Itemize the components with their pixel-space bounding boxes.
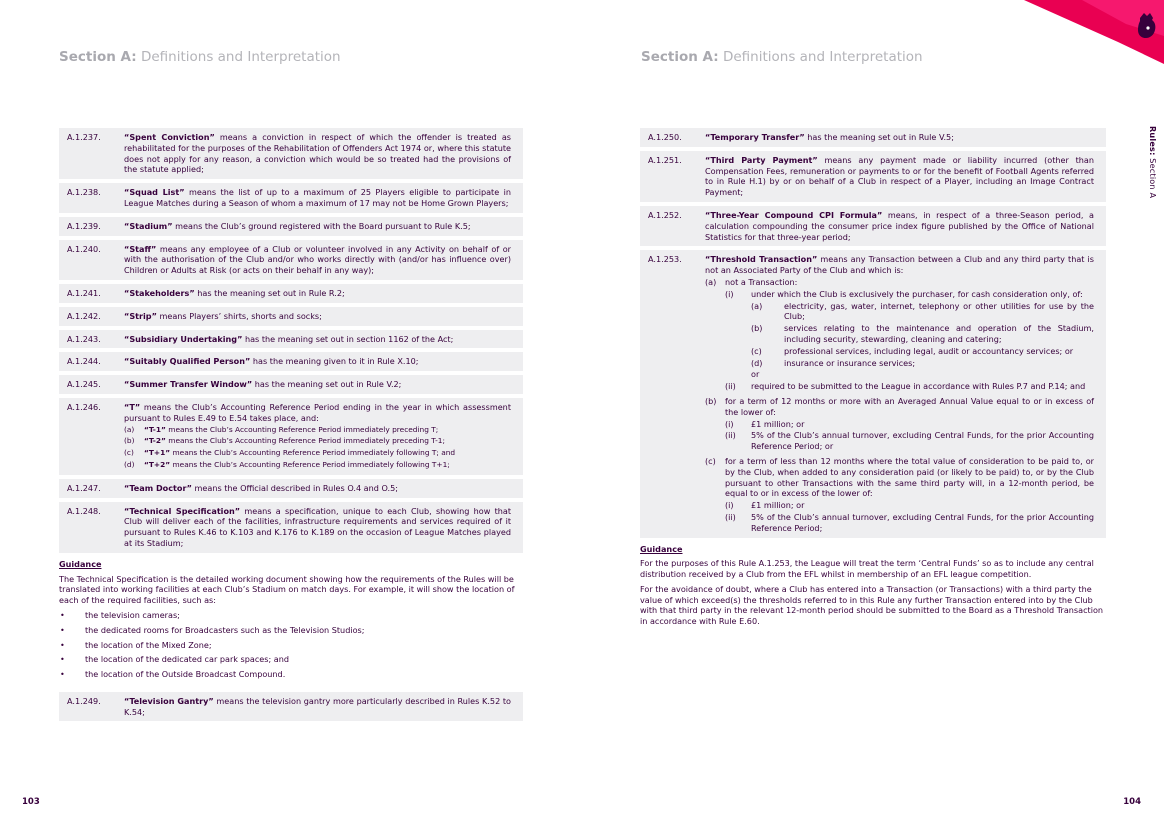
sub-text-body: means the Club’s Accounting Reference Period immediately following T; and <box>170 448 456 458</box>
sub-label: (i) <box>725 500 734 511</box>
section-header-bold: Section A: <box>641 49 719 65</box>
page-number-right: 104 <box>1123 797 1141 807</box>
rule-number: A.1.239. <box>67 220 101 231</box>
rule-entry <box>59 217 523 236</box>
corner-brand-graphic <box>1022 0 1164 64</box>
sub-item <box>705 512 1094 534</box>
rule-number: A.1.252. <box>648 209 682 220</box>
guidance-title: Guidance <box>59 558 102 569</box>
rule-entry <box>59 352 523 371</box>
rule-entry <box>59 240 523 280</box>
side-label <box>1148 126 1158 198</box>
rule-number: A.1.253. <box>648 254 682 265</box>
rule-body <box>124 379 511 390</box>
sub-item <box>124 460 511 471</box>
sub-text-body: £1 million; or <box>751 418 805 429</box>
side-label-bold: Rules: <box>1148 126 1158 156</box>
sub-label: (c) <box>705 455 716 466</box>
sub-label: (c) <box>124 448 134 458</box>
rule-body <box>705 132 1094 143</box>
rule-number: A.1.237. <box>67 132 101 142</box>
sub-item <box>705 323 1094 345</box>
rule-term: “Summer Transfer Window” <box>124 379 253 390</box>
sub-text-body: means the Club’s Accounting Reference Period immediately preceding T; <box>165 424 439 434</box>
rule-body <box>124 356 511 367</box>
rule-term: “Suitably Qualified Person” <box>124 356 251 367</box>
sub-label: (d) <box>751 357 763 368</box>
rule-body <box>124 696 511 718</box>
left-content <box>59 128 523 725</box>
rule-entry <box>640 151 1106 202</box>
rule-term: “Staff” <box>124 243 157 254</box>
sub-label: (b) <box>751 323 763 334</box>
rule-body <box>124 221 511 232</box>
sub-text <box>751 430 1094 452</box>
rule-text: means the Club’s Accounting Reference Period ending in the year in which assessment pursuant to Rules E.49 to E.54 takes place, and: <box>124 401 511 423</box>
sub-item-a-ii <box>705 381 1094 392</box>
left-guidance <box>59 559 523 680</box>
sub-text: not a Transaction: <box>725 276 798 287</box>
sub-item-c <box>705 456 1094 499</box>
rule-body <box>124 244 511 276</box>
sub-item <box>705 346 1094 357</box>
rule-text: means Players’ shirts, shorts and socks; <box>156 310 322 321</box>
rule-number: A.1.251. <box>648 154 682 165</box>
sub-text-body: 5% of the Club’s annual turnover, excluding Central Funds, for the prior Accounting Reference Period; or <box>751 430 1094 452</box>
sub-text <box>751 512 1094 534</box>
section-header <box>59 49 341 65</box>
sub-text-body: electricity, gas, water, internet, telephony or other utilities for use by the Club; <box>784 300 1094 322</box>
sub-term: “T-1” <box>144 424 166 434</box>
rule-entry <box>59 330 523 349</box>
rule-body <box>124 132 511 175</box>
rule-entry <box>59 375 523 394</box>
sub-item <box>705 430 1094 452</box>
rule-text: means the Club’s ground registered with the Board pursuant to Rule K.5; <box>172 220 471 231</box>
rule-number: A.1.249. <box>67 695 101 706</box>
sub-text: for a term of less than 12 months where the total value of consideration to be paid to, or by the Club, when added to any consideration paid (or likely to be paid) to, or by the Club pursuant to other Transactions with the same third party will, in a 12-month period, be equal to or in excess of the lower of: <box>725 455 1094 499</box>
sub-text <box>144 425 511 436</box>
rule-text: means any Transaction between a Club and any third party that is not an Associated Party of the Club and which is: <box>705 254 1094 276</box>
rule-body <box>124 506 511 549</box>
rule-body <box>124 288 511 299</box>
sub-text-body: means the Club’s Accounting Reference Period immediately following T+1; <box>170 459 450 469</box>
rule-term: “Stadium” <box>124 220 173 231</box>
sub-text <box>144 436 511 447</box>
rule-term: “Three-Year Compound CPI Formula” <box>705 209 883 220</box>
sub-item <box>705 419 1094 430</box>
sub-text: for a term of 12 months or more with an Averaged Annual Value equal to or in excess of the lower of: <box>725 395 1094 417</box>
guidance-bullet-list <box>59 610 523 680</box>
rule-text: means a specification, unique to each Club, showing how that Club will deliver each of the facilities, infrastructure requirements and services required of it pursuant to Rules K.46 to K.103 and K.176 to K.189 on the occasion of League Matches played at its Stadium; <box>124 505 512 548</box>
rule-number: A.1.240. <box>67 243 101 254</box>
rule-entry <box>640 128 1106 147</box>
sub-text <box>751 419 1094 430</box>
sub-label: (b) <box>124 436 135 446</box>
sub-text <box>784 323 1094 345</box>
guidance-bullet: • the location of the dedicated car park spaces; and <box>59 654 523 665</box>
page-number-left: 103 <box>22 797 40 807</box>
sub-text-body: £1 million; or <box>751 500 805 511</box>
guidance-title: Guidance <box>640 543 683 554</box>
rule-text: means the Official described in Rules O.4 and O.5; <box>191 482 398 493</box>
rule-body <box>124 311 511 322</box>
sub-item <box>124 448 511 459</box>
sub-text-body: insurance or insurance services; <box>784 357 916 368</box>
sub-text <box>784 346 1094 357</box>
sub-text <box>144 460 511 471</box>
rule-entry <box>640 206 1106 246</box>
sub-text-body: means the Club’s Accounting Reference Period immediately preceding T-1; <box>165 436 445 446</box>
rule-a1249 <box>59 692 523 722</box>
rule-text: has the meaning set out in Rule R.2; <box>194 287 345 298</box>
rule-term: “Team Doctor” <box>124 482 192 493</box>
sub-text <box>144 448 511 459</box>
rule-text: has the meaning given to it in Rule X.10; <box>250 356 419 367</box>
rule-text: means any payment made or liability incurred (other than Compensation Fees, remuneration or payments to or for the benefit of Football Agents referred to in Rule H.1) by or on behalf of a Club in respect of a Player, including an Image Contract Payment; <box>705 154 1094 198</box>
rule-term: “Subsidiary Undertaking” <box>124 333 243 344</box>
rule-body <box>124 334 511 345</box>
rule-text: has the meaning set out in Rule V.2; <box>252 379 402 390</box>
guidance-bullet: • the location of the Outside Broadcast Compound. <box>59 669 523 680</box>
guidance-paragraph: For the avoidance of doubt, where a Club has entered into a Transaction (or Transactions) with a third party the value of which exceed(s) the thresholds referred to in this Rule any further Transaction entered into by the Club with that third party in the relevant 12-month period should be submitted to the Board as a Threshold Transaction in accordance with Rule E.60. <box>640 583 1104 627</box>
guidance-paragraph: The Technical Specification is the detailed working document showing how the requirements of the Rules will be translated into working facilities at each Club’s Stadium on match days. For example, it will show the location of each of the required facilities, such as: <box>59 573 515 606</box>
sub-text: required to be submitted to the League in accordance with Rules P.7 and P.14; and <box>751 381 1086 392</box>
rule-text: means, in respect of a three-Season period, a calculation compounding the consumer price index figure published by the Office of National Statistics for that three-year period; <box>705 209 1094 242</box>
rule-body <box>124 187 511 209</box>
guidance-bullet: • the location of the Mixed Zone; <box>59 640 523 651</box>
sub-label: (i) <box>725 418 734 429</box>
rule-text: has the meaning set out in section 1162 of the Act; <box>242 333 454 344</box>
guidance-bullet: • the dedicated rooms for Broadcasters such as the Television Studios; <box>59 625 523 636</box>
rule-number: A.1.242. <box>67 310 101 321</box>
rule-term: “Squad List” <box>124 187 185 198</box>
rule-number: A.1.243. <box>67 333 101 344</box>
sub-text <box>784 358 1094 369</box>
sub-text: under which the Club is exclusively the purchaser, for cash consideration only, of: <box>751 288 1083 299</box>
sub-text-body: professional services, including legal, audit or accountancy services; or <box>784 345 1074 356</box>
sub-label: (i) <box>725 288 734 299</box>
rule-number: A.1.247. <box>67 482 101 493</box>
section-header-text: Definitions and Interpretation <box>718 49 923 65</box>
rule-text: means any employee of a Club or volunteer involved in any Activity on behalf of or with the authorisation of the Club and/or who works directly with (and/or has influence over) Children or Adults at Risk (or acts on their behalf in any way); <box>124 243 511 276</box>
sub-label: (ii) <box>725 430 736 441</box>
sub-label: (b) <box>705 395 717 406</box>
sub-label: (a) <box>705 276 717 287</box>
sub-item-a <box>705 277 1094 288</box>
sub-item <box>124 436 511 447</box>
right-content <box>640 128 1106 631</box>
sub-label: (ii) <box>725 381 736 392</box>
rule-number: A.1.244. <box>67 356 101 367</box>
rule-term: “Strip” <box>124 310 157 321</box>
rule-term: “Spent Conviction” <box>124 132 215 142</box>
sub-item <box>705 301 1094 323</box>
guidance-bullet: • the television cameras; <box>59 610 523 621</box>
rule-number: A.1.248. <box>67 505 101 516</box>
rule-term: “Television Gantry” <box>124 695 214 706</box>
rule-entry <box>59 479 523 498</box>
sub-item-a-i <box>705 289 1094 300</box>
rule-text: has the meaning set out in Rule V.5; <box>804 132 954 142</box>
rule-entry <box>59 307 523 326</box>
rule-term: “Threshold Transaction” <box>705 254 818 265</box>
rule-body <box>705 155 1094 198</box>
rule-entry <box>59 128 523 179</box>
sub-term: “T-2” <box>144 436 166 446</box>
right-guidance <box>640 544 1106 628</box>
rule-number: A.1.250. <box>648 132 682 142</box>
side-label-text: Section A <box>1148 155 1158 199</box>
rule-number: A.1.238. <box>67 187 101 198</box>
rule-a1253 <box>640 250 1106 537</box>
sub-item <box>705 500 1094 511</box>
right-page <box>582 0 1164 826</box>
rule-text: means a conviction in respect of which the offender is treated as rehabilitated for the purposes of the Rehabilitation of Offenders Act 1974 or, where this statute does not apply for any reason, a conviction which would be so treated had the provisions of the statute applied; <box>124 132 512 175</box>
sub-item <box>124 425 511 436</box>
sub-label: (d) <box>124 459 135 469</box>
sub-label: (a) <box>751 300 763 311</box>
rule-term: “T” <box>124 401 141 412</box>
sub-item <box>705 358 1094 369</box>
sub-text <box>784 301 1094 323</box>
rule-term: “Technical Specification” <box>124 505 241 516</box>
rule-term: “Stakeholders” <box>124 287 195 298</box>
sub-label: (a) <box>124 424 135 434</box>
rule-term: “Third Party Payment” <box>705 154 818 165</box>
sub-text-body: services relating to the maintenance and operation of the Stadium, including security, stewarding, cleaning and catering; <box>784 323 1094 344</box>
rule-number: A.1.241. <box>67 287 101 298</box>
sub-text <box>751 500 1094 511</box>
rule-text: means the television gantry more particularly described in Rules K.52 to K.54; <box>124 695 512 717</box>
section-header-text: Definitions and Interpretation <box>136 49 341 65</box>
rule-body <box>705 210 1094 242</box>
rule-entry <box>59 284 523 303</box>
sub-term: “T+1” <box>144 448 171 458</box>
section-header-bold: Section A: <box>59 49 137 65</box>
sub-term: “T+2” <box>144 459 171 469</box>
rule-entry <box>59 183 523 213</box>
rule-body <box>124 402 511 471</box>
section-header <box>641 49 923 65</box>
rule-term: “Temporary Transfer” <box>705 132 805 142</box>
guidance-paragraph: For the purposes of this Rule A.1.253, the League will treat the term ‘Central Funds’ so as to include any central distribution received by a Club from the EFL whilst in membership of an EFL league competition. <box>640 558 1094 580</box>
rule-body <box>705 254 1094 533</box>
rule-a1246 <box>59 398 523 475</box>
rule-number: A.1.246. <box>67 401 101 412</box>
rule-body <box>124 483 511 494</box>
rule-entry <box>59 502 523 553</box>
sub-label: (ii) <box>725 511 736 522</box>
or-connector: or <box>751 369 760 380</box>
sub-text-body: 5% of the Club’s annual turnover, excluding Central Funds, for the prior Accounting Reference Period; <box>751 511 1094 533</box>
rule-text: means the list of up to a maximum of 25 Players eligible to participate in League Matches during a Season of whom a maximum of 17 may not be Home Grown Players; <box>124 187 512 208</box>
rule-number: A.1.245. <box>67 379 101 390</box>
sub-item-b <box>705 396 1094 418</box>
sub-label: (c) <box>751 345 762 356</box>
